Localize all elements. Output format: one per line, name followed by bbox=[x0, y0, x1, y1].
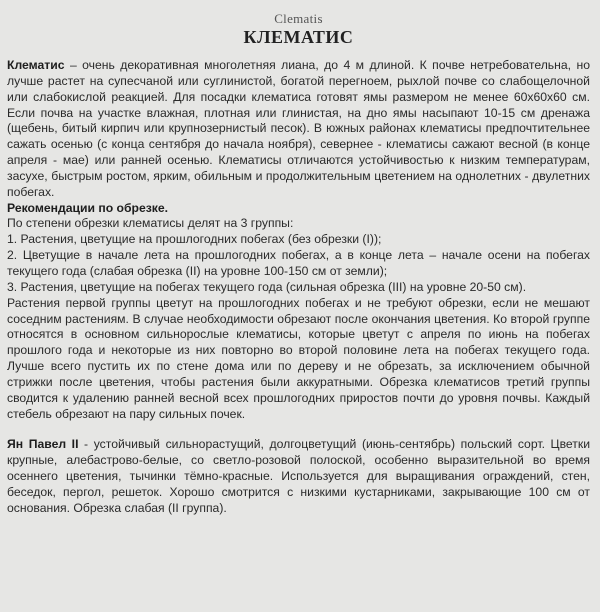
intro-text: – очень декоративная многолетняя лиана, до 4 м длиной. К почве нетребовательна, но лучше растет на супесчаной или суглинистой, богатой перегноем, рыхлой почве со слабощелочной или слабокислой реакцией. Для посадки клематиса готовят ямы размером не менее 60х60х60 см. Если почва на участке влажная, плотная или глинистая, на дно ямы насыпают 10-15 см дренажа (щебень, битый кирпич или крупнозернистый песок). В южных районах клематисы предпочтительнее сажать осенью (с конца сентября до начала ноября), севернее - клематисы сажают весной (в конце апреля - мае) или ранней осенью. Клематисы отличаются устойчивостью к низким температурам, засухе, быстрым ростом, ярким, обильным и продолжительным цветением на однолетних - двулетних побегах. bbox=[7, 58, 590, 199]
pruning-group-3: 3. Растения, цветущие на побегах текущего года (сильная обрезка (III) на уровне 20-50 см). bbox=[7, 279, 527, 294]
pruning-paragraph: Растения первой группы цветут на прошлогодних побегах и не требуют обрезки, если не мешают соседним растениям. В случае необходимости обрезают после окончания цветения. Ко второй группе относятся в основном сильнорослые клематисы, которые цветут с апреля по июнь на побегах прошлого года и некоторые из них повторно во второй половине лета на побегах текущего года. Лучше всего пустить их по стене дома или по дереву и не обрезать, за исключением обычной стрижки после цветения, чтобы растения были аккуратными. Обрезка клематисов третий группы сводится к удалению ранней весной всех прошлогодних приростов почти до уровня почвы. Каждый стебель обрезают на пару сильных почек. bbox=[7, 295, 590, 421]
variety-name: Ян Павел II bbox=[7, 437, 79, 452]
variety-text: - устойчивый сильнорастущий, долгоцветущий (июнь-сентябрь) польский сорт. Цветки крупные, алебастрово-белые, со светло-розовой полоской, особенно выразительной во время осеннего цветения, тычинки тёмно-красные. Используется для выращивания ограждений, стен, беседок, пергол, решеток. Хорошо смотрится с низкими кустарниками, закрывающие 100 см от основания. Обрезка слабая (II группа). bbox=[7, 437, 590, 515]
pruning-group-2: 2. Цветущие в начале лета на прошлогодних побегах, а в конце лета – начале осени на побегах текущего года (слабая обрезка (II) на уровне 100-150 см от земли); bbox=[7, 248, 590, 278]
variety-paragraph bbox=[7, 437, 590, 516]
intro-paragraph bbox=[7, 58, 590, 201]
latin-name: Clematis bbox=[274, 11, 323, 26]
description-body bbox=[7, 58, 590, 517]
intro-term: Клематис bbox=[7, 58, 65, 72]
pruning-heading-text: Рекомендации по обрезке. bbox=[7, 200, 169, 215]
pruning-heading bbox=[7, 201, 590, 217]
pruning-group-1: 1. Растения, цветущие на прошлогодних побегах (без обрезки (I)); bbox=[7, 232, 382, 247]
product-label-page bbox=[0, 12, 600, 612]
pruning-lead: По степени обрезки клематисы делят на 3 группы: bbox=[7, 216, 294, 231]
page-title: КЛЕМАТИС bbox=[243, 27, 354, 47]
